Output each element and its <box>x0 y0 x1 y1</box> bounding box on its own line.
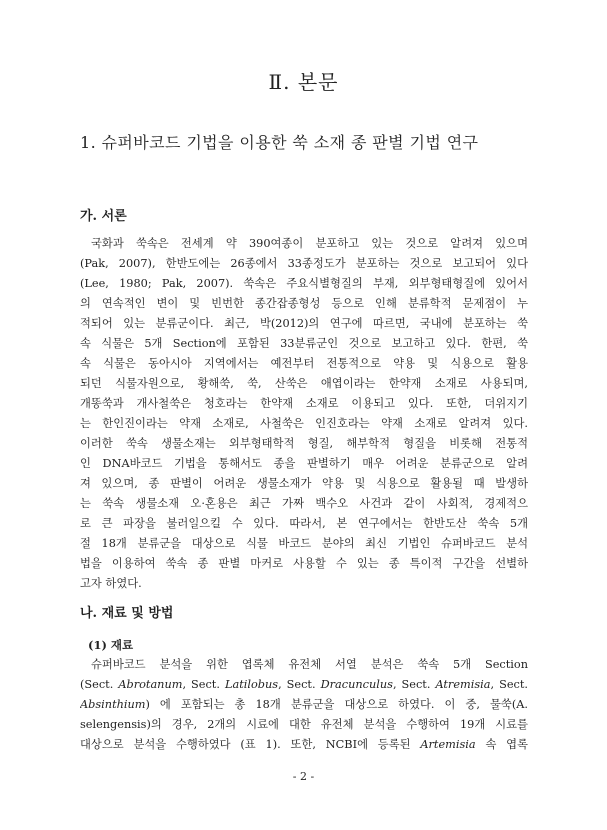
section-title: 1. 슈퍼바코드 기법을 이용한 쑥 소재 종 판별 기법 연구 <box>80 133 479 152</box>
paragraph-line: 국화과 쑥속은 전세계 약 390여종이 분포하고 있는 것으로 알려져 있으며 <box>91 237 528 250</box>
chapter-title: Ⅱ. 본문 <box>268 70 339 94</box>
paragraph-line: 속 식물은 5개 Section에 포함된 33분류군인 것으로 보고하고 있다. 한편, 쑥 <box>80 337 528 350</box>
text-segment: selengensis)의 경우, 2개의 시료에 대한 유전체 분석을 수행하여 19개 시료를 <box>80 718 528 731</box>
text-segment: 대상으로 분석을 수행하였다 (표 1). 또한, NCBI에 등록된 <box>80 738 421 751</box>
paragraph-line: (Pak, 2007), 한반도에는 26종에서 33종정도가 분포하는 것으로 보고되어 있다 <box>80 257 528 270</box>
text-segment: , Sect. <box>182 678 225 691</box>
paragraph-line <box>80 695 528 715</box>
subsection-heading-methods: 나. 재료 및 방법 <box>80 606 174 621</box>
subsection-heading-intro: 가. 서론 <box>80 209 127 224</box>
paragraph-line: 이러한 쑥속 생물소재는 외부형태학적 형질, 해부학적 형질을 비롯해 전통적 <box>80 437 528 450</box>
paragraph-line: 속 식물은 동아시아 지역에서는 예전부터 전통적으로 약용 및 식용으로 활용 <box>80 357 528 370</box>
paragraph-line <box>80 675 528 695</box>
paragraph-line: 의 연속적인 변이 및 빈번한 종간잡종형성 등으로 인해 분류학적 문제점이 누 <box>80 297 528 310</box>
paragraph-line: (Lee, 1980; Pak, 2007). 쑥속은 주요식별형질의 부재, 외부형태형질에 있어서 <box>80 277 528 290</box>
paragraph-line: 져 있으며, 종 판별이 어려운 생물소재가 약용 및 식용으로 활용될 때 발생하 <box>80 477 528 490</box>
page-number: - 2 - <box>292 770 315 783</box>
materials-paragraph <box>80 655 528 755</box>
italic-text: Abrotanum <box>118 678 183 691</box>
paragraph-line: 절 18개 분류군을 대상으로 식물 바코드 분야의 최신 기법인 슈퍼바코드 분석 <box>80 537 528 550</box>
text-segment: 속 엽록 <box>475 738 528 751</box>
text-segment: 슈퍼바코드 분석을 위한 엽록체 유전체 서열 분석은 쑥속 5개 Section <box>91 658 528 671</box>
text-segment: (Sect. <box>80 678 119 691</box>
paragraph-line: 되던 식물자원으로, 황해쑥, 쑥, 산쑥은 애엽이라는 한약재 소재로 사용되며, <box>80 377 528 390</box>
paragraph-line: 법을 이용하여 쑥속 종 판별 마커로 사용할 수 있는 종 특이적 구간을 선별하 <box>80 557 528 570</box>
italic-text: Artemisia <box>420 738 476 751</box>
paragraph-line <box>80 735 528 755</box>
paragraph-line <box>80 655 528 675</box>
italic-text: Absinthium <box>80 698 146 711</box>
italic-text: Latilobus <box>224 678 279 691</box>
paragraph-line <box>80 715 528 735</box>
paragraph-line: 는 쑥속 생물소재 오·혼용은 최근 가짜 백수오 사건과 같이 사회적, 경제적으 <box>80 497 528 510</box>
paragraph-line: 는 한인진이라는 약재 소재로, 사철쑥은 인진호라는 약재 소재로 알려져 있다. <box>80 417 528 430</box>
materials-heading: (1) 재료 <box>88 638 134 652</box>
text-segment: , Sect. <box>490 678 528 691</box>
text-segment: ) 에 포함되는 총 18개 분류군을 대상으로 하였다. 이 중, 물쑥(A. <box>145 698 528 711</box>
paragraph-line: 고자 하였다. <box>80 577 142 590</box>
paragraph-line: 인 DNA바코드 기법을 통해서도 종을 판별하기 매우 어려운 분류군으로 알려 <box>80 457 528 470</box>
paragraph-line: 개똥쑥과 개사철쑥은 청호라는 한약재 소재로 이용되고 있다. 또한, 더위지기 <box>80 397 528 410</box>
paragraph-line: 적되어 있는 분류군이다. 최근, 박(2012)의 연구에 따르면, 국내에 분포하는 쑥 <box>80 317 528 330</box>
paragraph-line: 로 큰 파장을 불러일으킬 수 있다. 따라서, 본 연구에서는 한반도산 쑥속 5개 <box>80 517 528 530</box>
italic-text: Atremisia <box>435 678 491 691</box>
italic-text: Dracunculus <box>320 678 393 691</box>
intro-paragraph <box>80 234 528 594</box>
text-segment: , Sect. <box>278 678 321 691</box>
text-segment: , Sect. <box>392 678 436 691</box>
